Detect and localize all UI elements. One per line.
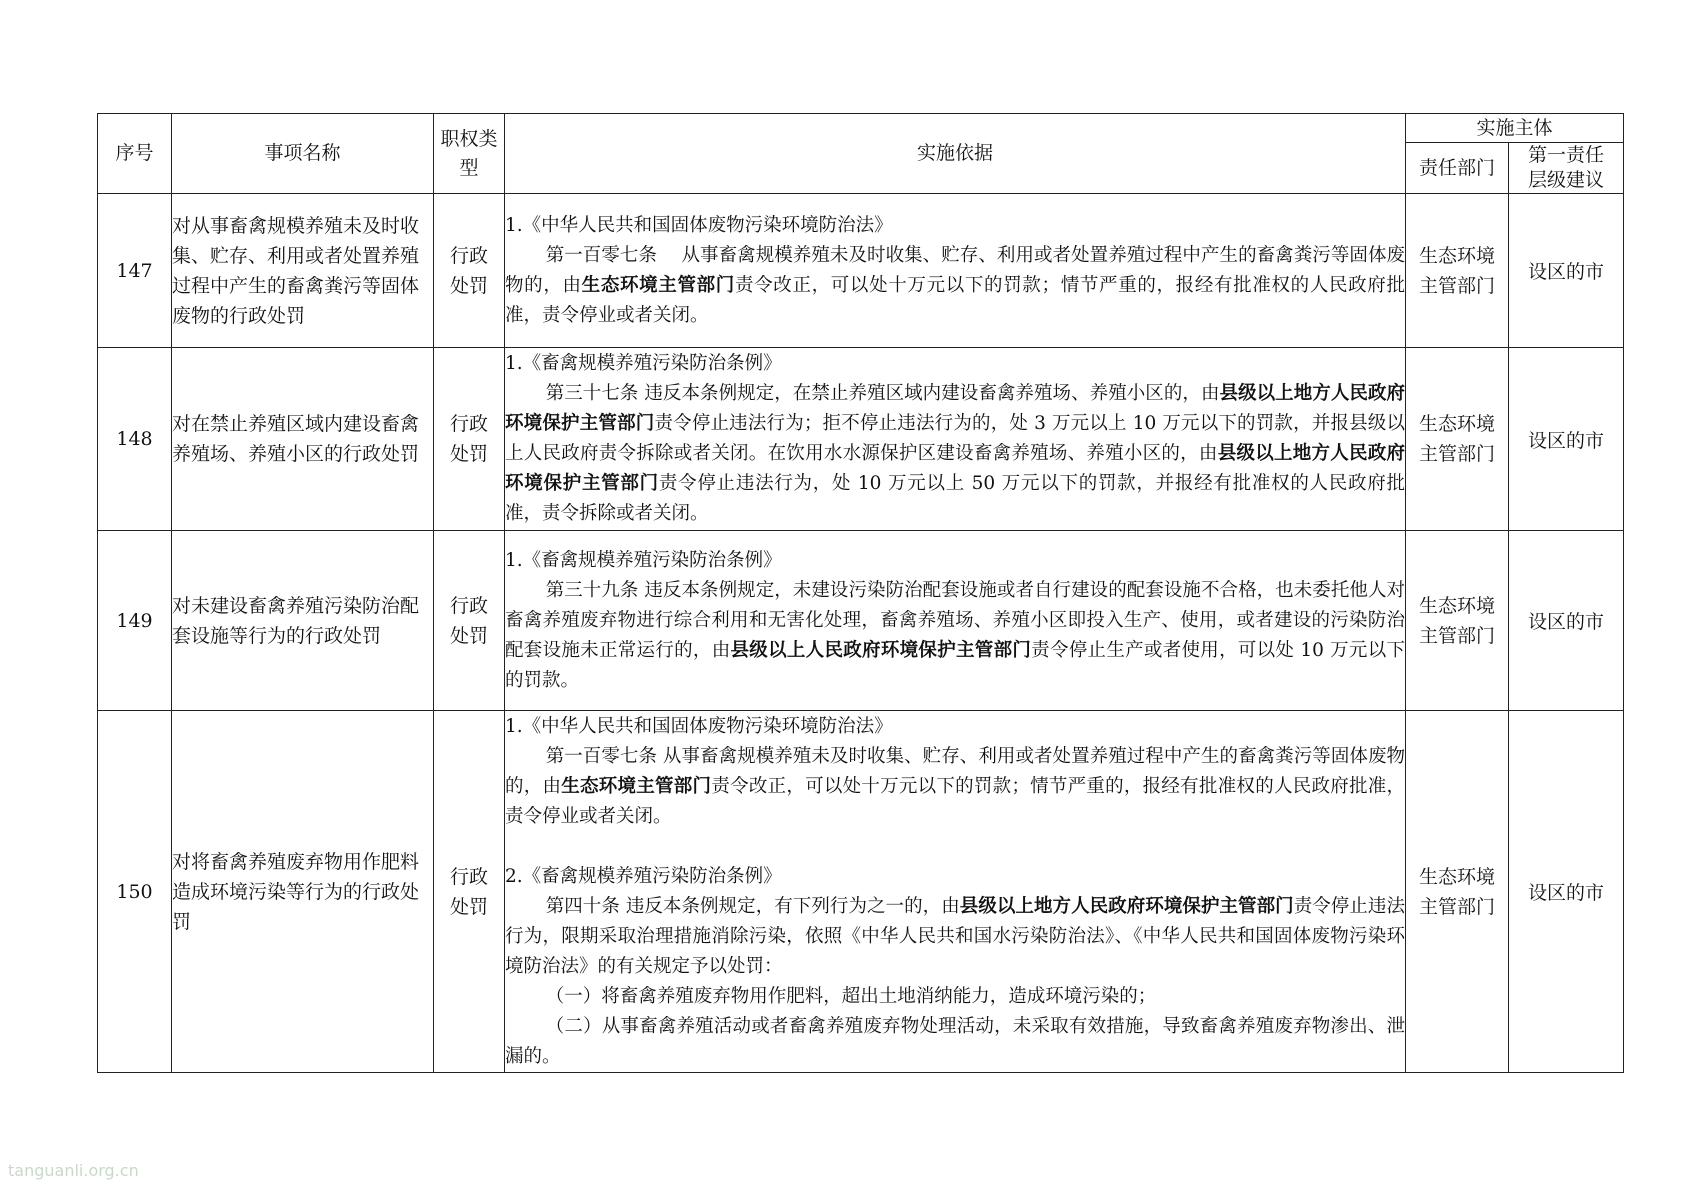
law-article xyxy=(505,379,1405,529)
legal-basis xyxy=(505,711,1406,1073)
header-level xyxy=(1509,143,1624,194)
header-dept: 责任部门 xyxy=(1406,143,1509,194)
responsible-dept-text: 生态环境主管部门 xyxy=(1418,413,1495,465)
responsible-dept-text: 生态环境主管部门 xyxy=(1418,244,1495,297)
legal-basis xyxy=(505,194,1406,348)
responsible-authority: 县级以上地方人民政府环境保护主管部门 xyxy=(959,895,1294,917)
authority-type-text: 行政处罚 xyxy=(449,594,488,647)
item-name: 对将畜禽养殖废弃物用作肥料造成环境污染等行为的行政处罚 xyxy=(172,711,434,1073)
article-text: 责令停止违法行为，处 10 万元以上 50 万元以下的罚款，并报经有批准权的人民政府批准，责令拆除或者关闭。 xyxy=(505,473,1405,524)
law-clause: （二）从事畜禽养殖活动或者畜禽养殖废弃物处理活动，未采取有效措施，导致畜禽养殖废弃物渗出、泄漏的。 xyxy=(505,1015,1405,1067)
table-row xyxy=(98,711,1624,1073)
article-text: 责令改正，可以处十万元以下的罚款；情节严重的，报经有批准权的人民政府批准，责令停业或者关闭。 xyxy=(505,274,1405,326)
authority-type xyxy=(434,711,505,1073)
responsible-dept xyxy=(1406,348,1509,531)
law-title: 1.《畜禽规模养殖污染防治条例》 xyxy=(505,353,782,374)
table-row xyxy=(98,194,1624,348)
responsible-authority: 县级以上地方人民政府环境保护主管部门 xyxy=(505,383,1405,434)
authority-type xyxy=(434,531,505,711)
law-title: 1.《畜禽规模养殖污染防治条例》 xyxy=(505,549,782,571)
law-title: 1.《中华人民共和国固体废物污染环境防治法》 xyxy=(505,214,893,236)
header-name: 事项名称 xyxy=(172,114,434,194)
law-title: 2.《畜禽规模养殖污染防治条例》 xyxy=(505,865,782,887)
header-level-text: 第一责任层级建议 xyxy=(1528,144,1605,191)
responsible-dept-text: 生态环境主管部门 xyxy=(1418,594,1495,647)
responsible-authority: 县级以上人民政府环境保护主管部门 xyxy=(730,639,1032,661)
authority-type-text: 行政处罚 xyxy=(449,244,488,297)
spacer xyxy=(505,832,1405,862)
article-text: 责令改正，可以处十万元以下的罚款；情节严重的，报经有批准权的人民政府批准，责令停业或者关闭。 xyxy=(505,775,1405,827)
article-text: 第一百零七条 从事畜禽规模养殖未及时收集、贮存、利用或者处置养殖过程中产生的畜禽粪污等固体废物的，由 xyxy=(505,745,1405,797)
responsibility-level: 设区的市 xyxy=(1509,711,1624,1073)
law-clause: （一）将畜禽养殖废弃物用作肥料，超出土地消纳能力，造成环境污染的； xyxy=(545,985,1157,1007)
row-number: 147 xyxy=(98,194,172,348)
responsible-authority: 生态环境主管部门 xyxy=(581,274,735,296)
header-basis: 实施依据 xyxy=(505,114,1406,194)
legal-basis xyxy=(505,348,1406,531)
article-text: 第三十九条 违反本条例规定，未建设污染防治配套设施或者自行建设的配套设施不合格，也未委托他人对畜禽养殖废弃物进行综合利用和无害化处理，畜禽养殖场、养殖小区即投入生产、使用，或者建设的污染防治配套设施未正常运行的，由 xyxy=(505,579,1405,661)
responsible-dept xyxy=(1406,531,1509,711)
row-number: 148 xyxy=(98,348,172,531)
authority-type-text: 行政处罚 xyxy=(449,413,488,465)
watermark: tanguanli.org.cn xyxy=(8,1161,139,1180)
responsibility-level: 设区的市 xyxy=(1509,348,1624,531)
responsible-authority: 县级以上地方人民政府环境保护主管部门 xyxy=(505,443,1405,494)
item-name: 对在禁止养殖区域内建设畜禽养殖场、养殖小区的行政处罚 xyxy=(172,348,434,531)
responsibility-level: 设区的市 xyxy=(1509,531,1624,711)
article-text: 第一百零七条 从事畜禽规模养殖未及时收集、贮存、利用或者处置养殖过程中产生的畜禽粪污等固体废物的，由 xyxy=(505,244,1405,296)
header-subject: 实施主体 xyxy=(1406,114,1624,143)
authority-type xyxy=(434,348,505,531)
responsible-dept-text: 生态环境主管部门 xyxy=(1418,865,1495,918)
article-text: 第三十七条 违反本条例规定，在禁止养殖区域内建设畜禽养殖场、养殖小区的，由 xyxy=(545,383,1220,404)
table-row xyxy=(98,531,1624,711)
header-type xyxy=(434,114,505,194)
article-text: 第四十条 违反本条例规定，有下列行为之一的，由 xyxy=(545,895,960,917)
header-seq: 序号 xyxy=(98,114,172,194)
article-text: 责令停止违法行为，限期采取治理措施消除污染，依照《中华人民共和国水污染防治法》、《中华人民共和国固体废物污染环境防治法》的有关规定予以处罚： xyxy=(505,895,1405,977)
authority-type xyxy=(434,194,505,348)
row-number: 149 xyxy=(98,531,172,711)
article-text: 责令停止违法行为；拒不停止违法行为的，处 3 万元以上 10 万元以下的罚款，并报县级以上人民政府责令拆除或者关闭。在饮用水水源保护区建设畜禽养殖场、养殖小区的，由 xyxy=(505,413,1405,464)
responsible-dept xyxy=(1406,194,1509,348)
law-article xyxy=(505,892,1405,982)
article-text: 责令停止生产或者使用，可以处 10 万元以下的罚款。 xyxy=(505,639,1405,691)
item-name: 对未建设畜禽养殖污染防治配套设施等行为的行政处罚 xyxy=(172,531,434,711)
authority-type-text: 行政处罚 xyxy=(449,865,488,918)
header-row xyxy=(98,114,1624,143)
responsibility-level: 设区的市 xyxy=(1509,194,1624,348)
header-type-text: 职权类型 xyxy=(440,127,498,179)
law-article xyxy=(505,576,1405,696)
law-article xyxy=(505,241,1405,331)
law-article xyxy=(505,742,1405,832)
enforcement-table xyxy=(97,113,1624,1073)
row-number: 150 xyxy=(98,711,172,1073)
responsible-dept xyxy=(1406,711,1509,1073)
table-row xyxy=(98,348,1624,531)
responsible-authority: 生态环境主管部门 xyxy=(561,775,712,797)
item-name: 对从事畜禽规模养殖未及时收集、贮存、利用或者处置养殖过程中产生的畜禽粪污等固体废物的行政处罚 xyxy=(172,194,434,348)
legal-basis xyxy=(505,531,1406,711)
law-title: 1.《中华人民共和国固体废物污染环境防治法》 xyxy=(505,715,893,737)
